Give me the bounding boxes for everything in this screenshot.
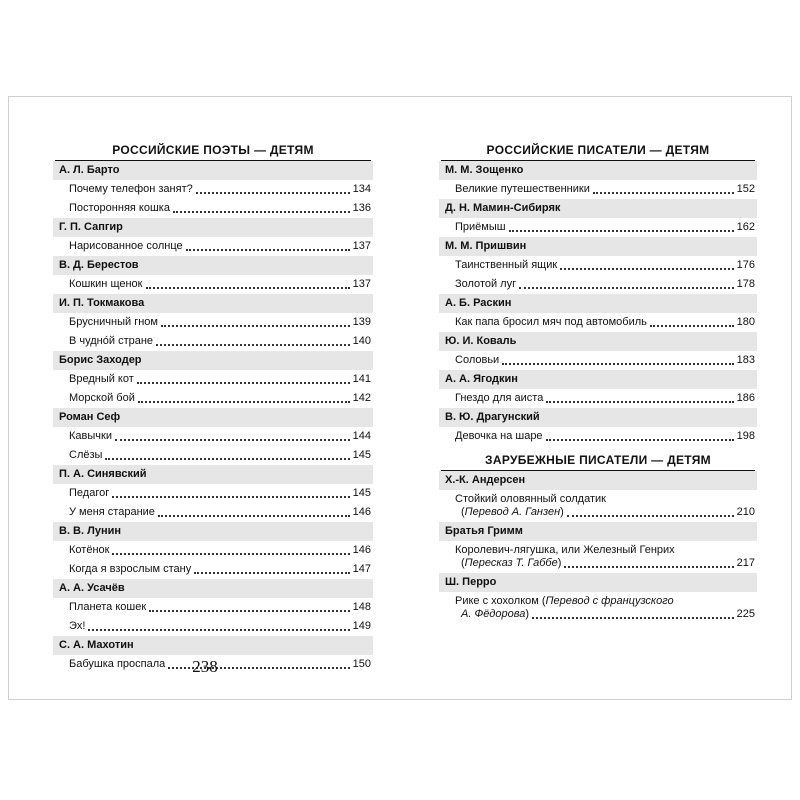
author-name: В. В. Лунин (53, 522, 373, 541)
toc-entry[interactable] (439, 351, 757, 370)
entry-title-line (455, 595, 755, 608)
dot-leader (112, 553, 349, 555)
entry-title: Когда я взрослым стану (69, 563, 192, 575)
entry-page-number: 134 (352, 183, 371, 195)
toc-entry[interactable] (439, 218, 757, 237)
author-name: А. Л. Барто (53, 161, 373, 180)
toc-entry[interactable] (439, 275, 757, 294)
toc-entry[interactable] (53, 275, 373, 294)
author-name: Роман Сеф (53, 408, 373, 427)
dot-leader (138, 401, 350, 403)
toc-list (53, 161, 373, 674)
author-name: М. М. Зощенко (439, 161, 757, 180)
author-name: П. А. Синявский (53, 465, 373, 484)
author-name: Х.-К. Андерсен (439, 471, 757, 490)
toc-entry[interactable] (53, 446, 373, 465)
entry-page-number: 142 (352, 392, 371, 404)
author-name: В. Ю. Драгунский (439, 408, 757, 427)
dot-leader (546, 439, 734, 441)
toc-list (439, 161, 757, 446)
dot-leader (502, 363, 733, 365)
entry-note (461, 557, 561, 570)
entry-title-line (455, 557, 755, 570)
entry-title: Почему телефон занят? (69, 183, 193, 195)
entry-page-number: 225 (736, 608, 755, 620)
entry-title-line (455, 493, 755, 506)
dot-leader (519, 287, 734, 289)
entry-title: Котёнок (69, 544, 110, 556)
entry-page-number: 137 (352, 278, 371, 290)
section-title: ЗАРУБЕЖНЫЕ ПИСАТЕЛИ — ДЕТЯМ (485, 453, 711, 467)
dot-leader (115, 439, 350, 441)
entry-title: Великие путешественники (455, 183, 590, 195)
entry-page-number: 180 (736, 316, 755, 328)
toc-entry[interactable] (439, 313, 757, 332)
toc-entry[interactable] (53, 427, 373, 446)
toc-entry[interactable] (53, 332, 373, 351)
entry-page-number: 140 (352, 335, 371, 347)
left-page (9, 97, 401, 699)
paren-open: ( (461, 557, 465, 569)
entry-page-number: 136 (352, 202, 371, 214)
entry-title: Таинственный ящик (455, 259, 558, 271)
entry-title-line (455, 544, 755, 557)
entry-title: Морской бой (69, 392, 135, 404)
entry-page-number: 176 (736, 259, 755, 271)
paren-close: ) (525, 608, 530, 620)
entry-page-number: 149 (352, 620, 371, 632)
entry-page-number: 152 (736, 183, 755, 195)
entry-page-number: 145 (352, 449, 371, 461)
dot-leader (567, 515, 734, 517)
entry-title: Эх! (69, 620, 86, 632)
dot-leader (88, 629, 349, 631)
toc-entry[interactable] (53, 199, 373, 218)
author-name: Братья Гримм (439, 522, 757, 541)
entry-page-number: 162 (736, 221, 755, 233)
entry-page-number: 146 (352, 506, 371, 518)
author-name: М. М. Пришвин (439, 237, 757, 256)
dot-leader (161, 325, 350, 327)
toc-entry[interactable] (439, 592, 757, 624)
toc-list (439, 471, 757, 624)
author-name: Ш. Перро (439, 573, 757, 592)
toc-entry[interactable] (53, 370, 373, 389)
entry-page-number: 137 (352, 240, 371, 252)
entry-title: Педагог (69, 487, 110, 499)
entry-title: Вредный кот (69, 373, 134, 385)
toc-entry[interactable] (53, 313, 373, 332)
entry-title: Рике с хохолком ( (455, 595, 546, 607)
section-title: РОССИЙСКИЕ ПОЭТЫ — ДЕТЯМ (112, 143, 314, 157)
toc-entry[interactable] (53, 503, 373, 522)
author-name: А. Б. Раскин (439, 294, 757, 313)
toc-entry[interactable] (53, 560, 373, 579)
entry-title: Соловьи (455, 354, 500, 366)
entry-page-number: 178 (736, 278, 755, 290)
translator-note: Пересказ Т. Габбе (464, 557, 558, 569)
toc-entry[interactable] (53, 617, 373, 636)
book-spread (8, 96, 792, 700)
dot-leader (509, 230, 734, 232)
author-name: Г. П. Сапгир (53, 218, 373, 237)
page-number: 238 (192, 657, 218, 676)
dot-leader (105, 458, 349, 460)
author-name: В. Д. Берестов (53, 256, 373, 275)
entry-title: Кавычки (69, 430, 112, 442)
dot-leader (173, 211, 350, 213)
entry-title: В чудно́й стране (69, 335, 154, 347)
entry-title-line (455, 506, 755, 519)
toc-entry[interactable] (439, 541, 757, 573)
dot-leader (564, 566, 733, 568)
entry-page-number: 210 (736, 506, 755, 518)
entry-page-number: 139 (352, 316, 371, 328)
author-name: С. А. Махотин (53, 636, 373, 655)
entry-title: Стойкий оловянный солдатик (455, 493, 606, 505)
entry-note (461, 506, 564, 519)
toc-entry[interactable] (439, 180, 757, 199)
toc-entry[interactable] (53, 598, 373, 617)
section-title: РОССИЙСКИЕ ПИСАТЕЛИ — ДЕТЯМ (486, 143, 710, 157)
entry-page-number: 183 (736, 354, 755, 366)
toc-entry[interactable] (439, 256, 757, 275)
entry-title: Брусничный гном (69, 316, 158, 328)
toc-entry[interactable] (53, 484, 373, 503)
entry-page-number: 145 (352, 487, 371, 499)
right-column (439, 142, 757, 624)
entry-title: Как папа бросил мяч под автомобиль (455, 316, 647, 328)
paren-open: ( (461, 506, 465, 518)
dot-leader (650, 325, 734, 327)
dot-leader (560, 268, 733, 270)
dot-leader (149, 610, 349, 612)
entry-page-number: 141 (352, 373, 371, 385)
entry-title: Планета кошек (69, 601, 147, 613)
entry-page-number: 150 (352, 658, 371, 670)
entry-page-number: 144 (352, 430, 371, 442)
entry-page-number: 148 (352, 601, 371, 613)
entry-title: Посторонняя кошка (69, 202, 170, 214)
entry-title: Кошкин щенок (69, 278, 143, 290)
author-name: А. А. Ягодкин (439, 370, 757, 389)
dot-leader (137, 382, 350, 384)
entry-title: Слёзы (69, 449, 103, 461)
left-column (53, 142, 373, 674)
dot-leader (146, 287, 350, 289)
toc-entry[interactable] (53, 541, 373, 560)
dot-leader (194, 572, 349, 574)
entry-title: У меня старание (69, 506, 155, 518)
author-name: И. П. Токмакова (53, 294, 373, 313)
paren-close: ) (560, 506, 564, 518)
entry-page-number: 217 (736, 557, 755, 569)
author-name: Ю. И. Коваль (439, 332, 757, 351)
dot-leader (156, 344, 350, 346)
translator-note: А. Фёдорова (461, 608, 526, 620)
entry-title-line (455, 608, 755, 621)
dot-leader (532, 617, 734, 619)
dot-leader (593, 192, 734, 194)
entry-title: Бабушка проспала (69, 658, 166, 670)
entry-title: Гнездо для аиста (455, 392, 544, 404)
dot-leader (186, 249, 350, 251)
entry-note (461, 608, 529, 621)
dot-leader (546, 401, 733, 403)
dot-leader (112, 496, 349, 498)
toc-entry[interactable] (53, 389, 373, 408)
entry-page-number: 186 (736, 392, 755, 404)
author-name: Борис Заходер (53, 351, 373, 370)
author-name: А. А. Усачёв (53, 579, 373, 598)
entry-title: Королевич-лягушка, или Железный Генрих (455, 544, 675, 556)
toc-entry[interactable] (439, 490, 757, 522)
entry-title: Девочка на шаре (455, 430, 543, 442)
translator-note: Перевод А. Ганзен (464, 506, 561, 518)
author-name: Д. Н. Мамин-Сибиряк (439, 199, 757, 218)
toc-entry[interactable] (439, 427, 757, 446)
entry-page-number: 198 (736, 430, 755, 442)
toc-entry[interactable] (439, 389, 757, 408)
dot-leader (196, 192, 350, 194)
right-page (401, 97, 793, 699)
entry-page-number: 146 (352, 544, 371, 556)
paren-close: ) (557, 557, 562, 569)
entry-page-number: 147 (352, 563, 371, 575)
entry-title: Золотой луг (455, 278, 517, 290)
toc-entry[interactable] (53, 180, 373, 199)
translator-note: Перевод с французского (545, 595, 674, 607)
entry-title: Приёмыш (455, 221, 506, 233)
dot-leader (158, 515, 350, 517)
toc-entry[interactable] (53, 237, 373, 256)
entry-title: Нарисованное солнце (69, 240, 183, 252)
